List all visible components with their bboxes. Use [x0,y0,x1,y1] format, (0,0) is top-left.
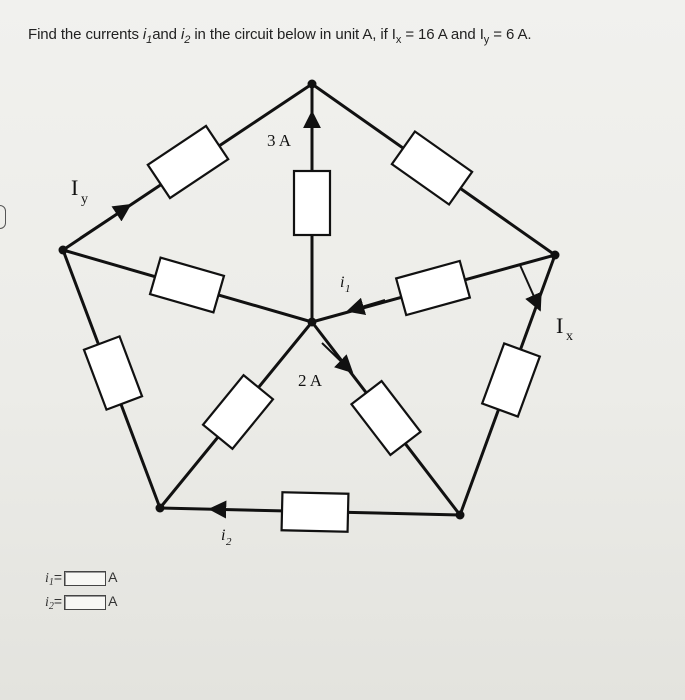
answer-unit: A [108,569,118,585]
node-center [308,318,317,327]
label-iy-sub: y [81,192,88,207]
element-box-right-spoke [396,261,470,315]
element-box-right [482,343,540,416]
question-part: in the circuit below in unit A, if I [194,26,396,43]
element-box-top-spoke [294,171,330,235]
label-2a: 2 A [298,371,323,390]
arrow-2a [322,343,352,372]
answer-unit: A [108,593,118,609]
question-part: = 6 A. [489,26,532,43]
label-i2: i [221,527,226,544]
label-i1: i [340,274,345,291]
answer-label-i2: $i_2$ [45,595,54,612]
label-i2-sub: 2 [226,536,232,548]
var-i2-sub: 2 [184,34,191,46]
element-box-top-left [148,126,228,198]
answer-input-i2[interactable] [64,595,106,610]
node-right [551,251,560,260]
answer-label-i1: $i_1$ [45,571,54,588]
question-part: = 16 A and I [401,26,484,43]
arrow-iy [80,205,130,238]
question-part: and [152,26,181,43]
var-ix-sub: x [395,34,402,46]
element-box-bottom-left-spoke [203,375,273,449]
label-3a: 3 A [267,131,292,150]
element-box-bottom-right-spoke [351,381,420,455]
answer-equals: = [53,569,63,585]
var-iy-sub: y [483,34,490,46]
answer-input-i1[interactable] [64,571,106,586]
label-i1-sub: 1 [345,283,351,295]
var-i1: i [142,26,147,43]
var-i1-sub: 1 [146,34,153,46]
node-bottom-right [456,511,465,520]
element-box-left [84,336,142,409]
answer-row-i2 [45,593,117,611]
answer-equals: = [53,593,63,609]
element-box-left-spoke [150,258,224,313]
label-iy: I [71,175,79,200]
answer-row-i1 [45,569,117,587]
question-part: Find the currents [28,26,143,43]
node-top [308,80,317,89]
var-i2: i [180,26,185,43]
node-bottom-left [156,504,165,513]
node-left [59,246,68,255]
label-ix: I [556,313,564,338]
arrow-ix [520,265,540,310]
arrow-i2 [210,509,245,510]
arrow-i1 [348,300,385,311]
element-box-bottom [282,492,349,531]
element-box-top-right [392,131,472,204]
label-ix-sub: x [566,329,573,344]
